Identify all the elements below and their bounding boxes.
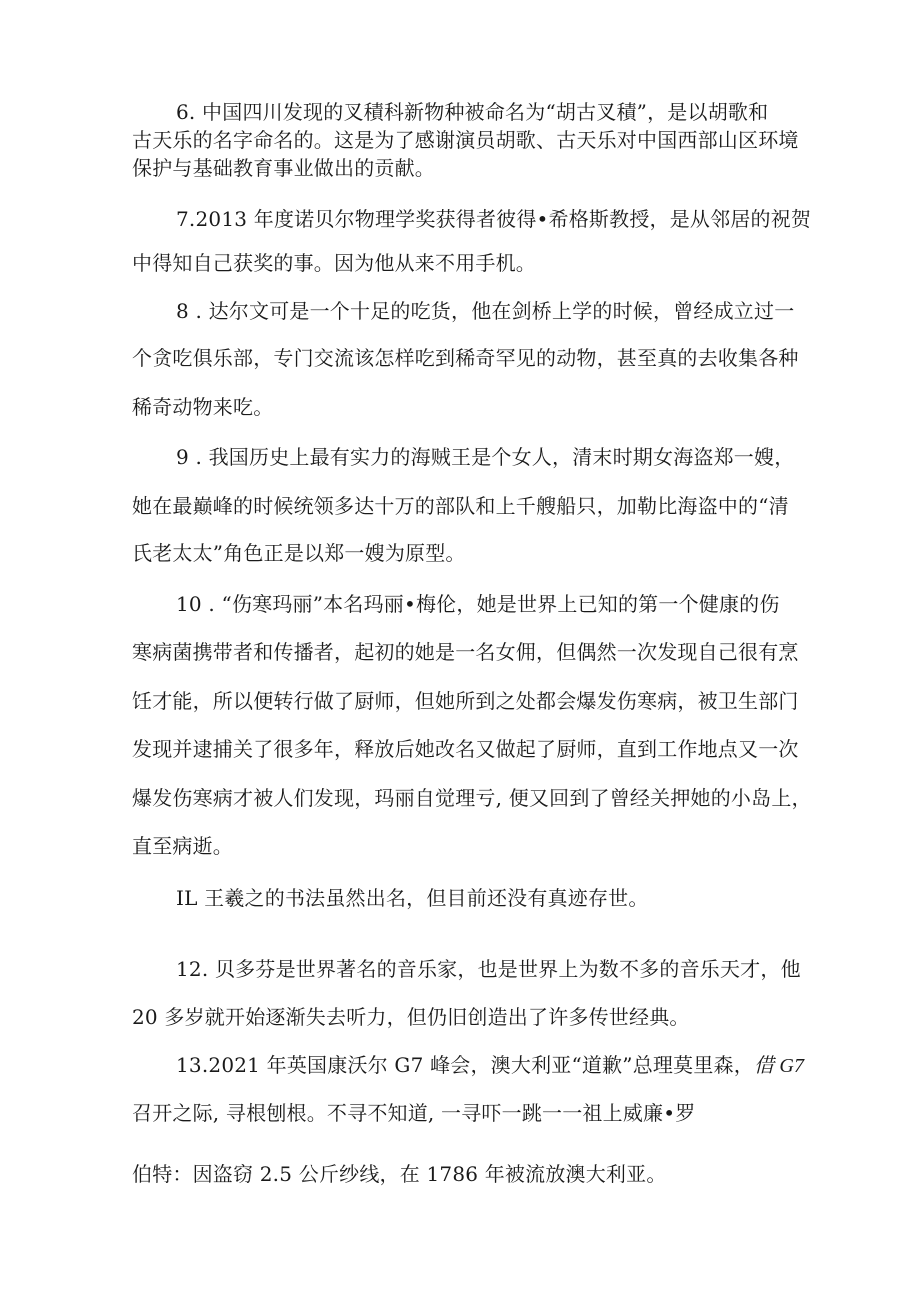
p10-line-3: 饪才能，所以便转行做了厨师，但她所到之处都会爆发伤寒病，被卫生部门 — [132, 689, 799, 713]
p13-line-3: 伯特：因盗窃 2.5 公斤纱线，在 1786 年被流放澳大利亚。 — [132, 1162, 667, 1186]
p9-line-1: 9 . 我国历史上最有实力的海贼王是个女人，清末时期女海盗郑一嫂， — [176, 445, 795, 469]
p13-line-1-text: 13.2021 年英国康沃尔 G7 峰会，澳大利亚“道歉”总理莫里森， — [176, 1053, 754, 1077]
p9-line-3: 氏老太太”角色正是以郑一嫂为原型。 — [132, 541, 466, 565]
p9-line-2: 她在最巅峰的时候统领多达十万的部队和上千艘船只，加勒比海盗中的“清 — [132, 494, 789, 518]
p6-line-1: 6. 中国四川发现的叉積科新物种被命名为“胡古叉積”，是以胡歌和 — [176, 100, 769, 124]
p12-line-2: 20 多岁就开始逐渐失去听力，但仍旧创造出了许多传世经典。 — [132, 1005, 690, 1029]
p8-line-3: 稀奇动物来吃。 — [132, 395, 274, 419]
p6-line-2: 古天乐的名字命名的。这是为了感谢演员胡歌、古天乐对中国西部山区环境 — [132, 128, 799, 152]
p7-line-1: 7.2013 年度诺贝尔物理学奖获得者彼得•希格斯教授，是从邻居的祝贺 — [176, 207, 812, 231]
p12-line-1: 12. 贝多芬是世界著名的音乐家，也是世界上为数不多的音乐天才，他 — [176, 957, 801, 981]
p8-line-1: 8 . 达尔文可是一个十足的吃货，他在剑桥上学的时候，曾经成立过一 — [176, 299, 795, 323]
p10-line-2: 寒病菌携带者和传播者，起初的她是一名女佣，但偶然一次发现自己很有烹 — [132, 640, 799, 664]
p6-line-3: 保护与基础教育事业做出的贡献。 — [132, 156, 435, 180]
p13-line-1 — [176, 1051, 805, 1080]
p10-line-1: 10 . “伤寒玛丽”本名玛丽•梅伦，她是世界上已知的第一个健康的伤 — [176, 592, 780, 616]
p7-line-2: 中得知自己获奖的事。因为他从来不用手机。 — [132, 251, 536, 275]
p13-line-1-italic: 借 G7 — [753, 1055, 805, 1077]
p10-line-4: 发现并逮捕关了很多年，释放后她改名又做起了厨师，直到工作地点又一次 — [132, 737, 799, 761]
p10-line-6: 直至病逝。 — [132, 834, 233, 858]
p10-line-5: 爆发伤寒病才被人们发现，玛丽自觉理亏, 便又回到了曾经关押她的小岛上， — [132, 786, 812, 810]
p11-line-1: IL 王羲之的书法虽然出名，但目前还没有真迹存世。 — [176, 886, 649, 910]
p13-line-2: 召开之际, 寻根刨根。不寻不知道, 一寻吓一跳一一祖上威廉•罗 — [132, 1101, 696, 1125]
p8-line-2: 个贪吃俱乐部，专门交流该怎样吃到稀奇罕见的动物，甚至真的去收集各种 — [132, 346, 799, 370]
